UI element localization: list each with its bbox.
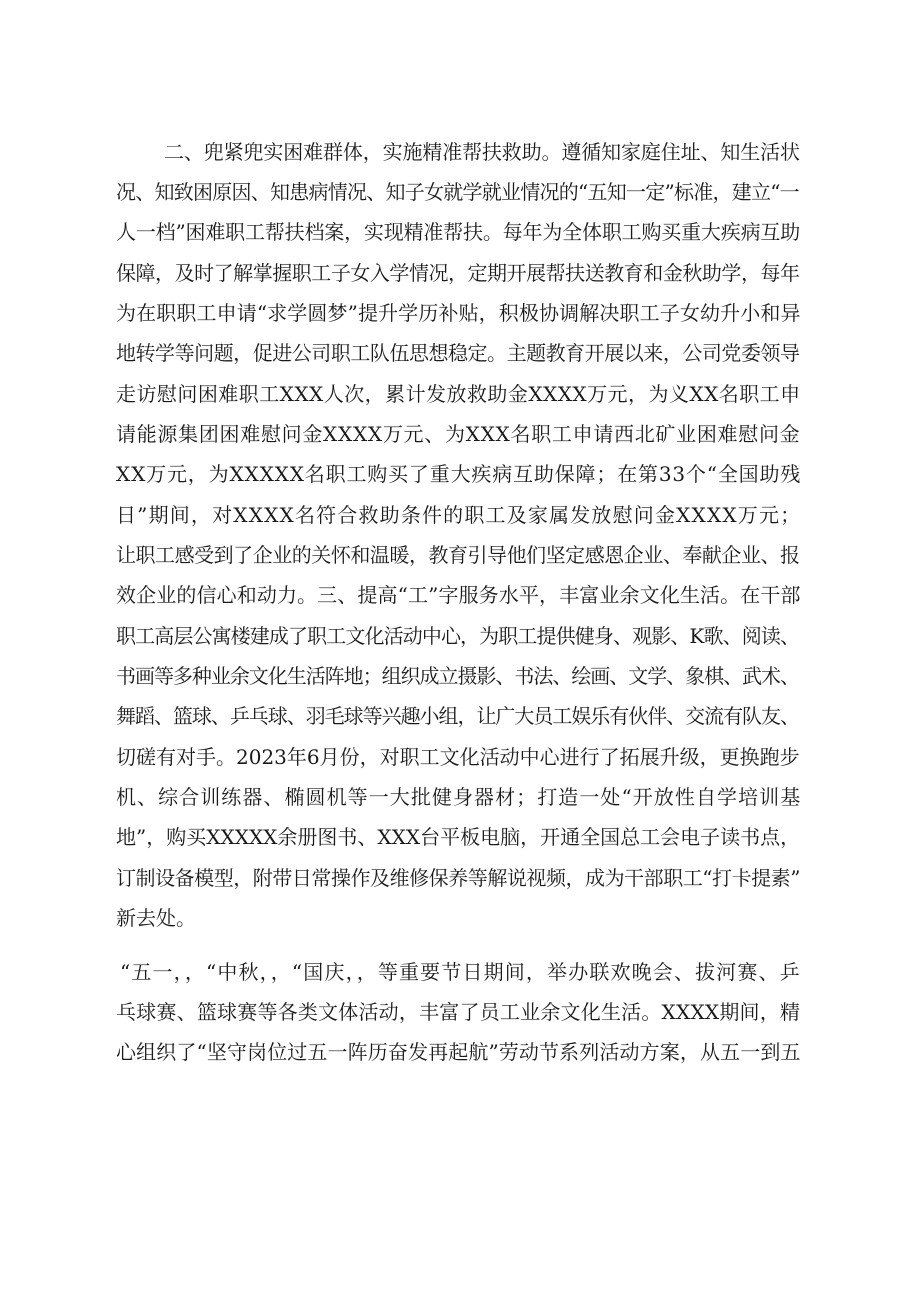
text-line: 订制设备模型，附带日常操作及维修保养等解说视频，成为干部职工“打卡提素” — [116, 866, 800, 890]
text-line: 机、综合训练器、椭圆机等一大批健身器材；打造一处“开放性自学培训基 — [116, 785, 802, 809]
text-line: XX万元，为XXXXX名职工购买了重大疾病互助保障；在第33个“全国助残 — [116, 462, 802, 486]
text-line: 为在职职工申请“求学圆梦”提升学历补贴，积极协调解决职工子女幼升小和异 — [116, 301, 801, 325]
text-line: 舞蹈、篮球、乒乓球、羽毛球等兴趣小组，让广大员工娱乐有伙伴、交流有队友、 — [116, 704, 799, 728]
text-line: 乓球赛、篮球赛等各类文体活动，丰富了员工业余文化生活。XXXX期间，精 — [116, 1000, 801, 1024]
text-line: 请能源集团困难慰问金XXXX万元、为XXX名职工申请西北矿业困难慰问金 — [116, 422, 801, 446]
text-line: 日”期间，对XXXX名符合救助条件的职工及家属发放慰问金XXXX万元； — [116, 503, 802, 527]
text-line: 地”，购买XXXXX余册图书、XXX台平板电脑，开通全国总工会电子读书点， — [116, 825, 801, 849]
text-line: 保障，及时了解掌握职工子女入学情况，定期开展帮扶送教育和金秋助学，每年 — [116, 261, 800, 285]
text-line: 地转学等问题，促进公司职工队伍思想稳定。主题教育开展以来，公司党委领导 — [116, 341, 800, 365]
text-line: 走访慰问困难职工XXX人次，累计发放救助金XXXX万元，为义XX名职工申 — [116, 382, 801, 406]
text-line: 况、知致困原因、知患病情况、知子女就学就业情况的“五知一定”标准，建立“一 — [116, 180, 799, 204]
text-line: “五一，，“中秋，，“国庆，，等重要节日期间，举办联欢晚会、拔河赛、乒 — [120, 960, 801, 984]
text-line: 书画等多种业余文化生活阵地；组织成立摄影、书法、绘画、文学、象棋、武术、 — [116, 664, 799, 688]
text-line: 新去处。 — [116, 906, 196, 930]
text-line: 心组织了“坚守岗位过五一阵历奋发再起航”劳动节系列活动方案，从五一到五 — [116, 1040, 801, 1064]
text-line: 人一档”困难职工帮扶档案，实现精准帮扶。每年为全体职工购买重大疾病互助 — [116, 220, 801, 244]
text-line: 职工高层公寓楼建成了职工文化活动中心，为职工提供健身、观影、K歌、阅读、 — [116, 624, 800, 648]
text-line: 让职工感受到了企业的关怀和温暖，教育引导他们坚定感恩企业、奉献企业、报 — [116, 543, 800, 567]
text-line: 二、兜紧兜实困难群体，实施精准帮扶救助。遵循知家庭住址、知生活状 — [164, 140, 800, 164]
text-line: 效企业的信心和动力。三、提高“工”字服务水平，丰富业余文化生活。在干部 — [116, 583, 801, 607]
text-line: 切磋有对手。2023年6月份，对职工文化活动中心进行了拓展升级，更换跑步 — [116, 745, 800, 769]
